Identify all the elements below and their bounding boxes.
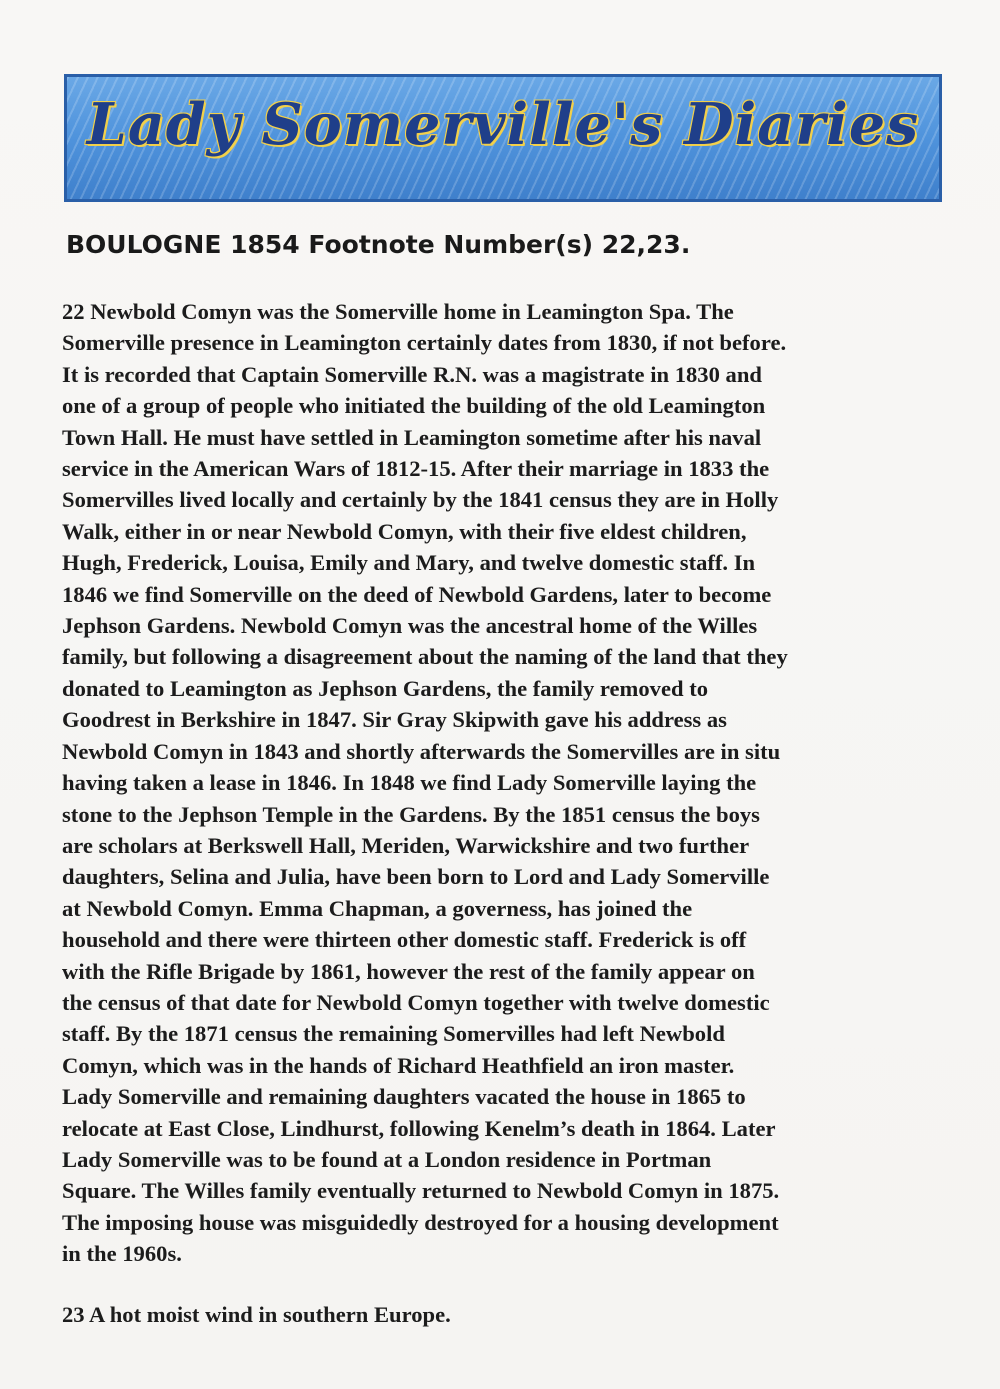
text-line: service in the American Wars of 1812-15. After their marriage in 1833 the xyxy=(62,456,770,482)
text-line: The imposing house was misguidedly destroyed for a housing development xyxy=(62,1209,779,1235)
footnote-22-paragraph xyxy=(62,296,942,1270)
text-line: Walk, either in or near Newbold Comyn, with their five eldest children, xyxy=(62,518,747,544)
text-line: Lady Somerville was to be found at a London residence in Portman xyxy=(62,1146,712,1172)
text-line: family, but following a disagreement about the naming of the land that they xyxy=(62,644,788,670)
text-line: Goodrest in Berkshire in 1847. Sir Gray Skipwith gave his address as xyxy=(62,707,727,733)
text-line: one of a group of people who initiated the building of the old Leamington xyxy=(62,393,766,419)
text-line: Comyn, which was in the hands of Richard Heathfield an iron master. xyxy=(62,1052,735,1078)
text-line: Somervilles lived locally and certainly by the 1841 census they are in Holly xyxy=(62,487,779,513)
title-banner xyxy=(64,74,942,202)
text-line: daughters, Selina and Julia, have been born to Lord and Lady Somerville xyxy=(62,864,770,890)
text-line: the census of that date for Newbold Comyn together with twelve domestic xyxy=(62,989,770,1015)
footnote-23: 23 A hot moist wind in southern Europe. xyxy=(62,1302,451,1327)
text-line: relocate at East Close, Lindhurst, following Kenelm’s death in 1864. Later xyxy=(62,1115,776,1141)
footnote-22 xyxy=(62,296,942,1270)
text-line: at Newbold Comyn. Emma Chapman, a governess, has joined the xyxy=(62,895,693,921)
banner-title: Lady Somerville's Diaries xyxy=(86,91,920,158)
text-line: Newbold Comyn in 1843 and shortly afterwards the Somervilles are in situ xyxy=(62,738,781,764)
text-line: with the Rifle Brigade by 1861, however the rest of the family appear on xyxy=(62,958,755,984)
text-line: 22 Newbold Comyn was the Somerville home in Leamington Spa. The xyxy=(62,299,734,324)
text-line: in the 1960s. xyxy=(62,1241,182,1267)
text-line: having taken a lease in 1846. In 1848 we find Lady Somerville laying the xyxy=(62,770,757,796)
text-line: stone to the Jephson Temple in the Gardens. By the 1851 census the boys xyxy=(62,801,760,827)
text-line: donated to Leamington as Jephson Gardens, the family removed to xyxy=(62,675,709,701)
text-line: household and there were thirteen other domestic staff. Frederick is off xyxy=(62,927,747,953)
text-line: It is recorded that Captain Somerville R.N. was a magistrate in 1830 and xyxy=(62,361,762,387)
text-line: staff. By the 1871 census the remaining Somervilles had left Newbold xyxy=(62,1021,725,1047)
text-line: Town Hall. He must have settled in Leamington sometime after his naval xyxy=(62,424,762,450)
text-line: Somerville presence in Leamington certainly dates from 1830, if not before. xyxy=(62,330,787,356)
text-line: 1846 we find Somerville on the deed of Newbold Gardens, later to become xyxy=(62,581,772,607)
text-line: Square. The Willes family eventually returned to Newbold Comyn in 1875. xyxy=(62,1178,780,1204)
text-line: are scholars at Berkswell Hall, Meriden, Warwickshire and two further xyxy=(62,832,750,858)
text-line: Lady Somerville and remaining daughters vacated the house in 1865 to xyxy=(62,1084,746,1110)
text-line: Hugh, Frederick, Louisa, Emily and Mary, and twelve domestic staff. In xyxy=(62,550,756,576)
text-line: Jephson Gardens. Newbold Comyn was the ancestral home of the Willes xyxy=(62,613,758,639)
page-heading: BOULOGNE 1854 Footnote Number(s) 22,23. xyxy=(66,230,691,259)
